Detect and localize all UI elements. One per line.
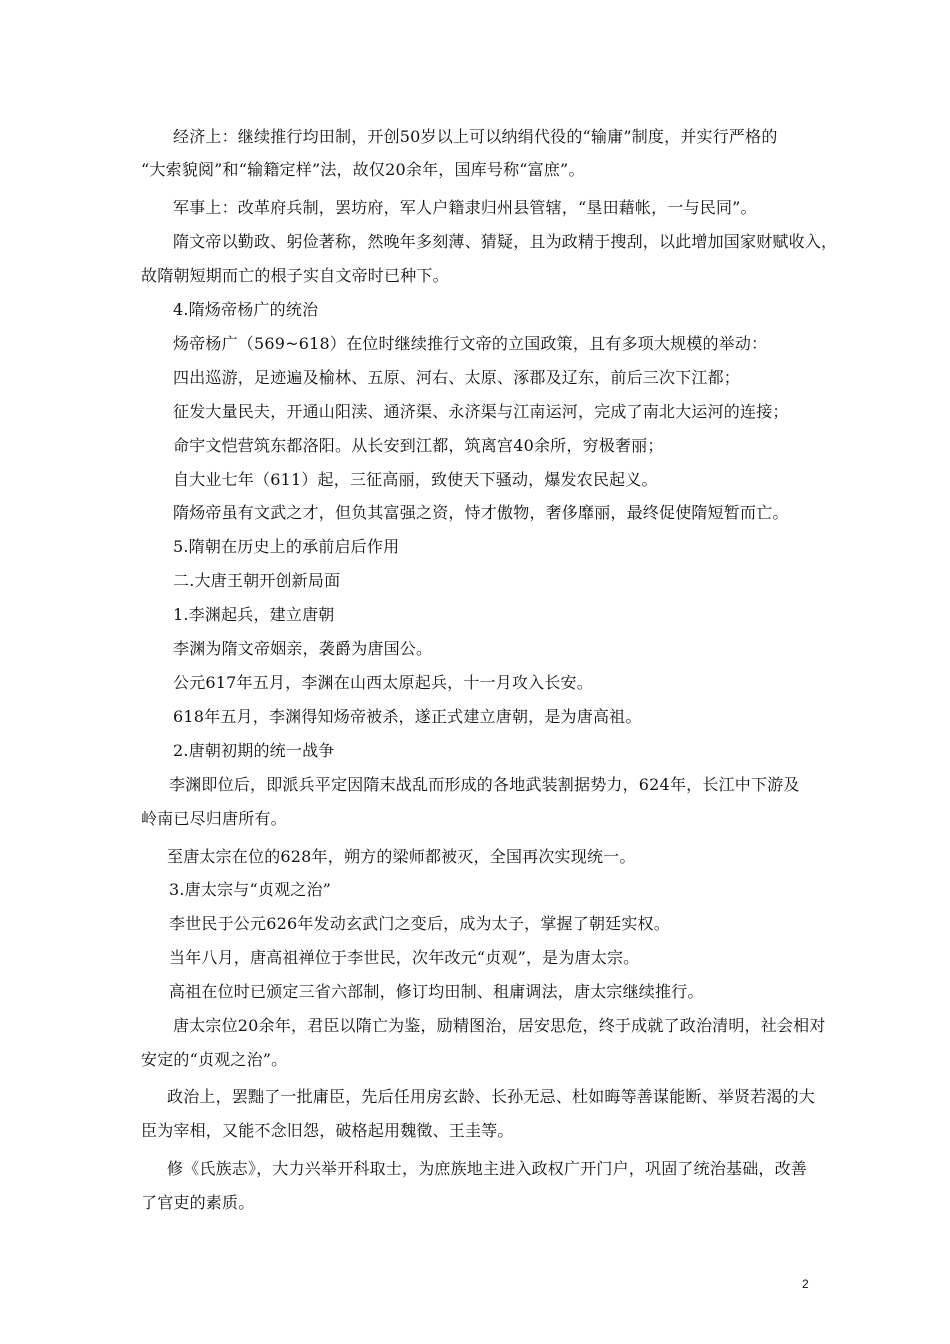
paragraph-line: 修《氏族志》，大力兴举开科取士，为庶族地主进入政权广开门户，巩固了统治基础，改善 <box>167 1159 808 1178</box>
paragraph-line: 征发大量民夫，开通山阳渎、通济渠、永济渠与江南运河，完成了南北大运河的连接； <box>173 402 789 421</box>
paragraph-line: 618年五月，李渊得知炀帝被杀，遂正式建立唐朝，是为唐高祖。 <box>173 707 642 726</box>
paragraph-line: 高祖在位时已颁定三省六部制，修订均田制、租庸调法，唐太宗继续推行。 <box>169 982 704 1001</box>
paragraph-line: 炀帝杨广（569~618）在位时继续推行文帝的立国政策，且有多项大规模的举动： <box>173 334 768 353</box>
paragraph-line: 岭南已尽归唐所有。 <box>141 809 287 828</box>
paragraph-line: 政治上，罢黜了一批庸臣，先后任用房玄龄、长孙无忌、杜如晦等善谋能断、举贤若渴的大 <box>167 1087 816 1106</box>
section-heading: 3.唐太宗与“贞观之治” <box>169 880 332 899</box>
paragraph-line: 故隋朝短期而亡的根子实自文帝时已种下。 <box>141 266 449 285</box>
paragraph-line: 了官吏的素质。 <box>141 1193 255 1212</box>
paragraph-line: 隋炀帝虽有文武之才，但负其富强之资，恃才傲物，奢侈靡丽，最终促使隋短暂而亡。 <box>173 503 789 522</box>
paragraph-line: 当年八月，唐高祖禅位于李世民，次年改元“贞观”，是为唐太宗。 <box>169 948 640 967</box>
paragraph-line: 唐太宗位20余年，君臣以隋亡为鉴，励精图治，居安思危，终于成就了政治清明，社会相对 <box>173 1016 826 1035</box>
paragraph-line: 军事上：改革府兵制，罢坊府，军人户籍隶归州县管辖，“垦田藉帐，一与民同”。 <box>173 198 757 217</box>
section-heading: 2.唐朝初期的统一战争 <box>173 741 335 760</box>
paragraph-line: 经济上：继续推行均田制，开创50岁以上可以纳绢代役的“输庸”制度，并实行严格的 <box>173 127 778 146</box>
paragraph-line: 公元617年五月，李渊在山西太原起兵，十一月攻入长安。 <box>173 673 593 692</box>
section-heading: 1.李渊起兵，建立唐朝 <box>173 605 335 624</box>
paragraph-line: 至唐太宗在位的628年，朔方的梁师都被灭，全国再次实现统一。 <box>167 847 636 866</box>
paragraph-line: 李世民于公元626年发动玄武门之变后，成为太子，掌握了朝廷实权。 <box>169 914 670 933</box>
paragraph-line: 隋文帝以勤政、躬俭著称，然晚年多刻薄、猜疑，且为政精于搜刮，以此增加国家财赋收入， <box>173 232 838 251</box>
paragraph-line: 臣为宰相，又能不念旧怨，破格起用魏徵、王圭等。 <box>141 1121 514 1140</box>
section-heading: 4.隋炀帝杨广的统治 <box>173 300 319 319</box>
section-heading: 二.大唐王朝开创新局面 <box>173 571 341 590</box>
section-heading: 5.隋朝在历史上的承前启后作用 <box>173 537 400 556</box>
paragraph-line: 四出巡游，足迹遍及榆林、五原、河右、太原、涿郡及辽东，前后三次下江都； <box>173 368 741 387</box>
paragraph-line: 李渊即位后，即派兵平定因隋末战乱而形成的各地武装割据势力，624年，长江中下游及 <box>169 775 800 794</box>
paragraph-line: 安定的“贞观之治”。 <box>141 1050 288 1069</box>
paragraph-line: 命宇文恺营筑东都洛阳。从长安到江都，筑离宫40余所，穷极奢丽； <box>173 436 664 455</box>
paragraph-line: 李渊为隋文帝姻亲，袭爵为唐国公。 <box>173 639 433 658</box>
paragraph-line: “大索貌阅”和“输籍定样”法，故仅20余年，国库号称“富庶”。 <box>141 160 585 179</box>
page-number: 2 <box>802 1277 809 1291</box>
paragraph-line: 自大业七年（611）起，三征高丽，致使天下骚动，爆发农民起义。 <box>173 470 658 489</box>
